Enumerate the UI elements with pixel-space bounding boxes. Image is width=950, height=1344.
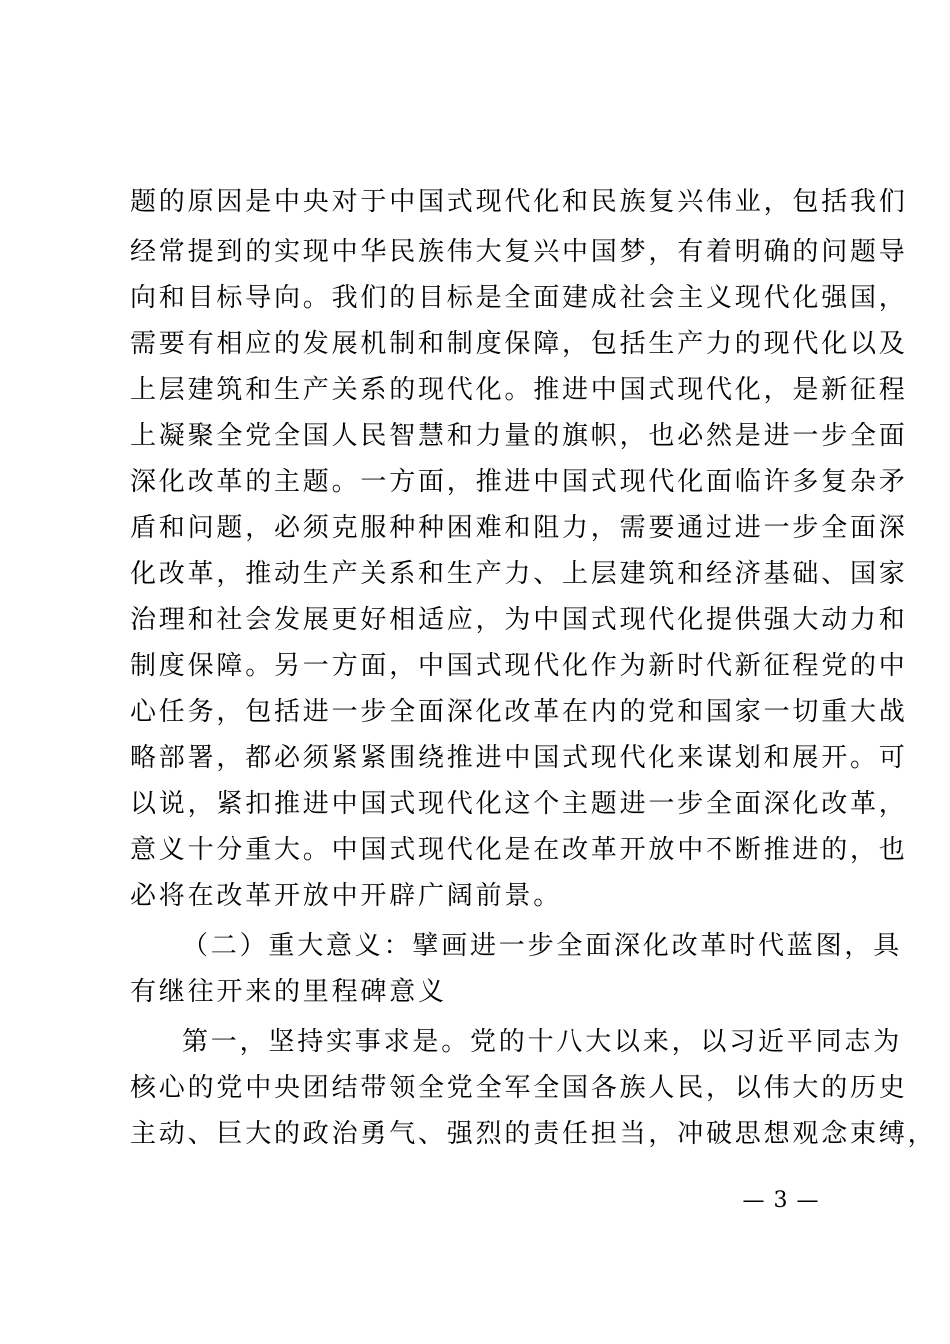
page-number: — 3 — <box>742 1188 820 1213</box>
section-heading-line: 有继往开来的里程碑意义 <box>130 977 447 1007</box>
body-text-line: 略部署，都必须紧紧围绕推进中国式现代化来谋划和展开。可 <box>130 743 908 773</box>
body-text-line: 盾和问题，必须克服种种困难和阻力，需要通过进一步全面深 <box>130 513 908 543</box>
body-text-line: 主动、巨大的政治勇气、强烈的责任担当，冲破思想观念束缚， <box>130 1119 937 1149</box>
body-text-line: 深化改革的主题。一方面，推进中国式现代化面临许多复杂矛 <box>130 467 908 497</box>
body-text-line: 上层建筑和生产关系的现代化。推进中国式现代化，是新征程 <box>130 375 908 405</box>
body-text-line: 治理和社会发展更好相适应，为中国式现代化提供强大动力和 <box>130 605 908 635</box>
body-text-line: 第一，坚持实事求是。党的十八大以来，以习近平同志为 <box>182 1027 903 1057</box>
body-text-line: 必将在改革开放中开辟广阔前景。 <box>130 881 563 911</box>
body-text-line: 核心的党中央团结带领全党全军全国各族人民，以伟大的历史 <box>130 1073 908 1103</box>
body-text-line: 化改革，推动生产关系和生产力、上层建筑和经济基础、国家 <box>130 559 908 589</box>
body-text-line: 以说，紧扣推进中国式现代化这个主题进一步全面深化改革， <box>130 789 908 819</box>
body-text-line: 意义十分重大。中国式现代化是在改革开放中不断推进的，也 <box>130 835 908 865</box>
body-text-line: 经常提到的实现中华民族伟大复兴中国梦，有着明确的问题导 <box>130 237 908 267</box>
section-heading-line: （二）重大意义：擘画进一步全面深化改革时代蓝图，具 <box>182 931 903 961</box>
body-text-line: 需要有相应的发展机制和制度保障，包括生产力的现代化以及 <box>130 329 908 359</box>
body-text-line: 题的原因是中央对于中国式现代化和民族复兴伟业，包括我们 <box>130 187 908 217</box>
body-text-line: 心任务，包括进一步全面深化改革在内的党和国家一切重大战 <box>130 697 908 727</box>
body-text-line: 向和目标导向。我们的目标是全面建成社会主义现代化强国， <box>130 283 908 313</box>
body-text-line: 制度保障。另一方面，中国式现代化作为新时代新征程党的中 <box>130 651 908 681</box>
body-text-line: 上凝聚全党全国人民智慧和力量的旗帜，也必然是进一步全面 <box>130 421 908 451</box>
